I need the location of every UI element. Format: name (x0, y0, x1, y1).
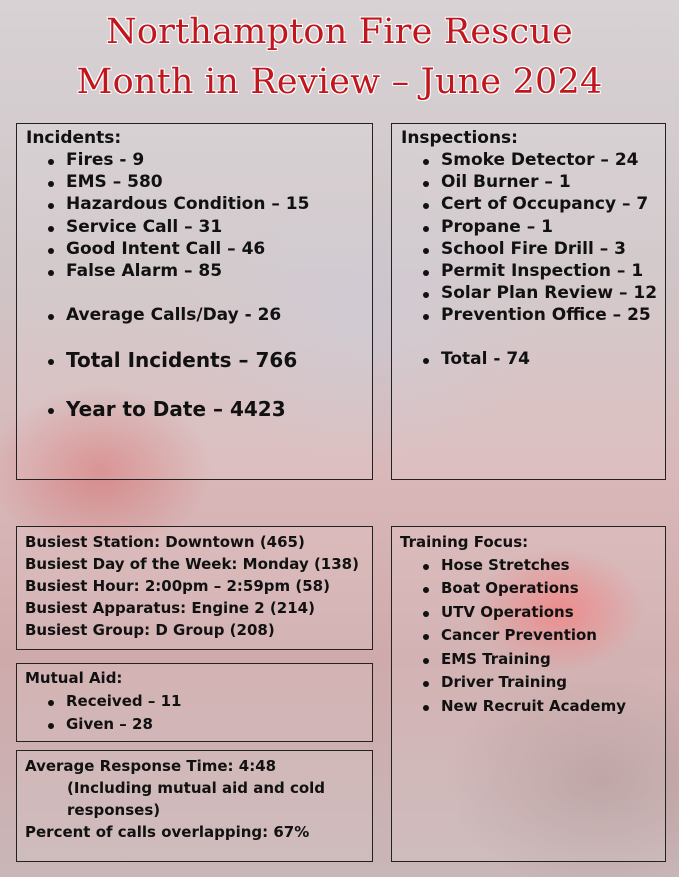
average-response-time: Average Response Time: 4:48 (25, 757, 277, 775)
incident-item: Hazardous Condition – 15 (66, 194, 310, 214)
bullet-icon (48, 270, 54, 276)
busiest-day: Busiest Day of the Week: Monday (138) (25, 555, 359, 573)
bullet-icon (48, 700, 54, 706)
bullet-icon (423, 587, 429, 593)
bullet-icon (423, 226, 429, 232)
bullet-icon (423, 292, 429, 298)
busiest-hour: Busiest Hour: 2:00pm – 2:59pm (58) (25, 577, 330, 595)
bullet-icon (423, 159, 429, 165)
bullet-icon (48, 723, 54, 729)
inspection-item: Permit Inspection – 1 (441, 261, 644, 281)
busiest-apparatus: Busiest Apparatus: Engine 2 (214) (25, 599, 315, 617)
bullet-icon (48, 408, 54, 414)
bullet-icon (423, 705, 429, 711)
response-note-line1: (Including mutual aid and cold (67, 779, 326, 797)
inspections-panel (391, 123, 666, 480)
training-item: EMS Training (441, 650, 551, 668)
bullet-icon (423, 314, 429, 320)
bullet-icon (423, 248, 429, 254)
bullet-icon (48, 159, 54, 165)
mutual-aid-panel (16, 663, 373, 742)
incidents-panel (16, 123, 373, 480)
year-to-date: Year to Date – 4423 (66, 397, 286, 421)
response-note-line2: responses) (67, 801, 161, 819)
training-item: UTV Operations (441, 603, 574, 621)
mutual-aid-received: Received – 11 (66, 692, 182, 710)
percent-overlapping: Percent of calls overlapping: 67% (25, 823, 310, 841)
inspections-heading: Inspections: (401, 128, 518, 148)
inspection-item: School Fire Drill – 3 (441, 239, 626, 259)
page-subtitle: Month in Review – June 2024 (76, 62, 603, 102)
busiest-panel (16, 526, 373, 650)
incident-item: Fires - 9 (66, 150, 145, 170)
incidents-heading: Incidents: (26, 128, 122, 148)
bullet-icon (423, 203, 429, 209)
bullet-icon (423, 358, 429, 364)
page-title: Northampton Fire Rescue (106, 12, 573, 52)
training-panel (391, 526, 666, 862)
response-panel (16, 750, 373, 862)
bullet-icon (48, 226, 54, 232)
inspection-item: Oil Burner – 1 (441, 172, 571, 192)
training-item: Hose Stretches (441, 556, 570, 574)
bullet-icon (48, 359, 54, 365)
incident-item: False Alarm – 85 (66, 261, 223, 281)
incident-item: Service Call – 31 (66, 217, 223, 237)
total-incidents: Total Incidents – 766 (66, 348, 298, 372)
bullet-icon (48, 248, 54, 254)
average-calls: Average Calls/Day - 26 (66, 305, 282, 325)
training-item: Boat Operations (441, 579, 579, 597)
bullet-icon (48, 203, 54, 209)
busiest-station: Busiest Station: Downtown (465) (25, 533, 305, 551)
incident-item: EMS – 580 (66, 172, 163, 192)
bullet-icon (423, 181, 429, 187)
bullet-icon (48, 314, 54, 320)
mutual-aid-heading: Mutual Aid: (25, 669, 123, 687)
inspection-item: Solar Plan Review – 12 (441, 283, 658, 303)
incident-item: Good Intent Call – 46 (66, 239, 266, 259)
busiest-group: Busiest Group: D Group (208) (25, 621, 275, 639)
bullet-icon (423, 611, 429, 617)
training-item: New Recruit Academy (441, 697, 626, 715)
mutual-aid-given: Given – 28 (66, 715, 153, 733)
bullet-icon (423, 634, 429, 640)
inspection-item: Prevention Office – 25 (441, 305, 651, 325)
inspection-item: Propane – 1 (441, 217, 553, 237)
bullet-icon (423, 658, 429, 664)
inspection-item: Cert of Occupancy – 7 (441, 194, 649, 214)
bullet-icon (423, 681, 429, 687)
inspections-total: Total - 74 (441, 349, 530, 369)
bullet-icon (423, 564, 429, 570)
bullet-icon (48, 181, 54, 187)
training-item: Driver Training (441, 673, 568, 691)
inspection-item: Smoke Detector – 24 (441, 150, 639, 170)
training-item: Cancer Prevention (441, 626, 597, 644)
bullet-icon (423, 270, 429, 276)
training-heading: Training Focus: (400, 533, 529, 551)
